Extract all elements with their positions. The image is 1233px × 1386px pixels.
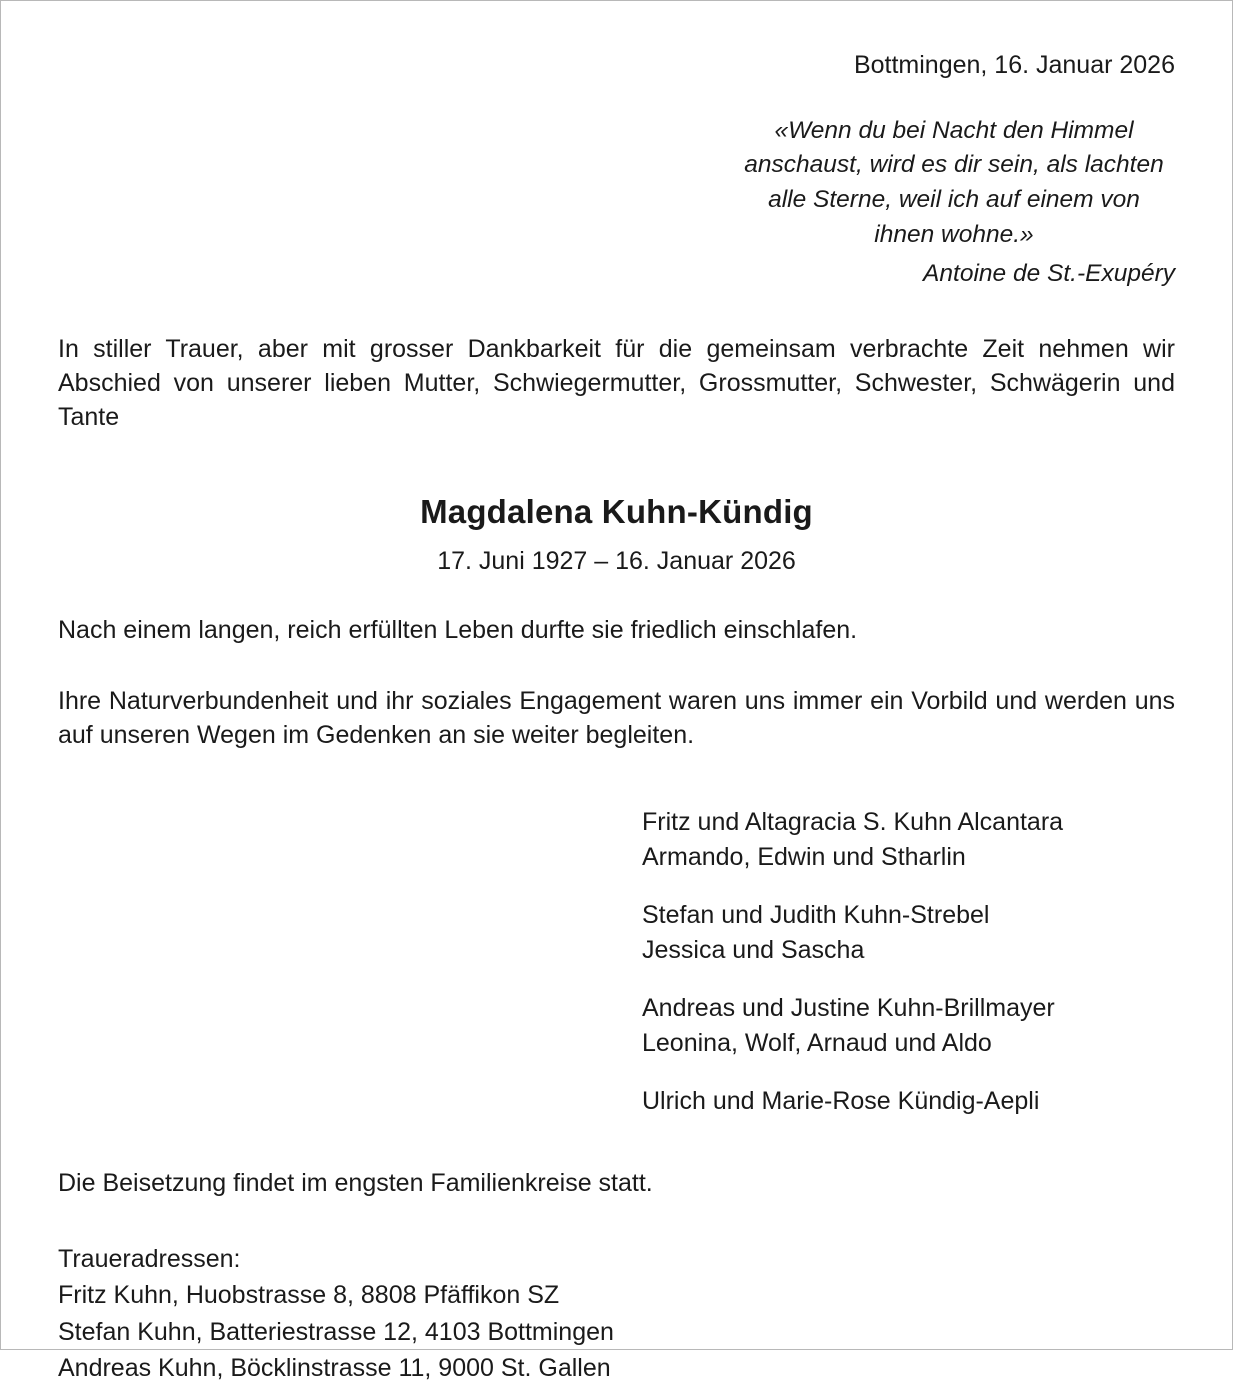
address-line: Stefan Kuhn, Batteriestrasse 12, 4103 Bottmingen <box>58 1317 614 1346</box>
family-group <box>642 898 1175 969</box>
family-group <box>642 991 1175 1062</box>
paragraph-one: Nach einem langen, reich erfüllten Leben durfte sie friedlich einschlafen. <box>58 615 858 644</box>
memorial-quote: «Wenn du bei Nacht den Himmel anschaust, wird es dir sein, als lachten alle Sterne, weil ich auf einem von ihnen wohne.» <box>744 116 1164 248</box>
obituary-content <box>58 1 1175 1382</box>
paragraph-two: Ihre Naturverbundenheit und ihr soziales Engagement waren uns immer ein Vorbild und werden uns auf unseren Wegen im Gedenken an sie weiter begleiten. <box>58 687 1175 750</box>
place-and-date: Bottmingen, 16. Januar 2026 <box>853 51 1175 79</box>
burial-note: Die Beisetzung findet im engsten Familienkreise statt. <box>58 1169 653 1198</box>
family-line: Fritz und Altagracia S. Kuhn Alcantara <box>642 807 1064 836</box>
address-line: Andreas Kuhn, Böcklinstrasse 11, 9000 St. Gallen <box>58 1353 611 1382</box>
family-line: Armando, Edwin und Stharlin <box>642 843 966 872</box>
quote-author: Antoine de St.-Exupéry <box>923 259 1175 287</box>
family-line: Andreas und Justine Kuhn-Brillmayer <box>642 993 1055 1022</box>
family-line: Ulrich und Marie-Rose Kündig-Aepli <box>642 1086 1040 1115</box>
deceased-name: Magdalena Kuhn-Kündig <box>420 492 813 530</box>
mourning-addresses <box>58 1241 1175 1386</box>
family-line: Jessica und Sascha <box>642 936 865 965</box>
family-line: Leonina, Wolf, Arnaud und Aldo <box>642 1029 992 1058</box>
life-dates: 17. Juni 1927 – 16. Januar 2026 <box>437 546 796 575</box>
addresses-label: Traueradressen: <box>58 1245 241 1274</box>
family-line: Stefan und Judith Kuhn-Strebel <box>642 900 990 929</box>
address-line: Fritz Kuhn, Huobstrasse 8, 8808 Pfäffikon SZ <box>58 1281 560 1310</box>
family-list <box>642 805 1175 1120</box>
family-group <box>642 1084 1175 1120</box>
intro-text: In stiller Trauer, aber mit grosser Dankbarkeit für die gemeinsam verbrachte Zeit nehmen wir Abschied von unserer lieben Mutter, Schwiegermutter, Grossmutter, Schwester, Schwägerin und Tante <box>58 335 1175 431</box>
family-group <box>642 805 1175 876</box>
